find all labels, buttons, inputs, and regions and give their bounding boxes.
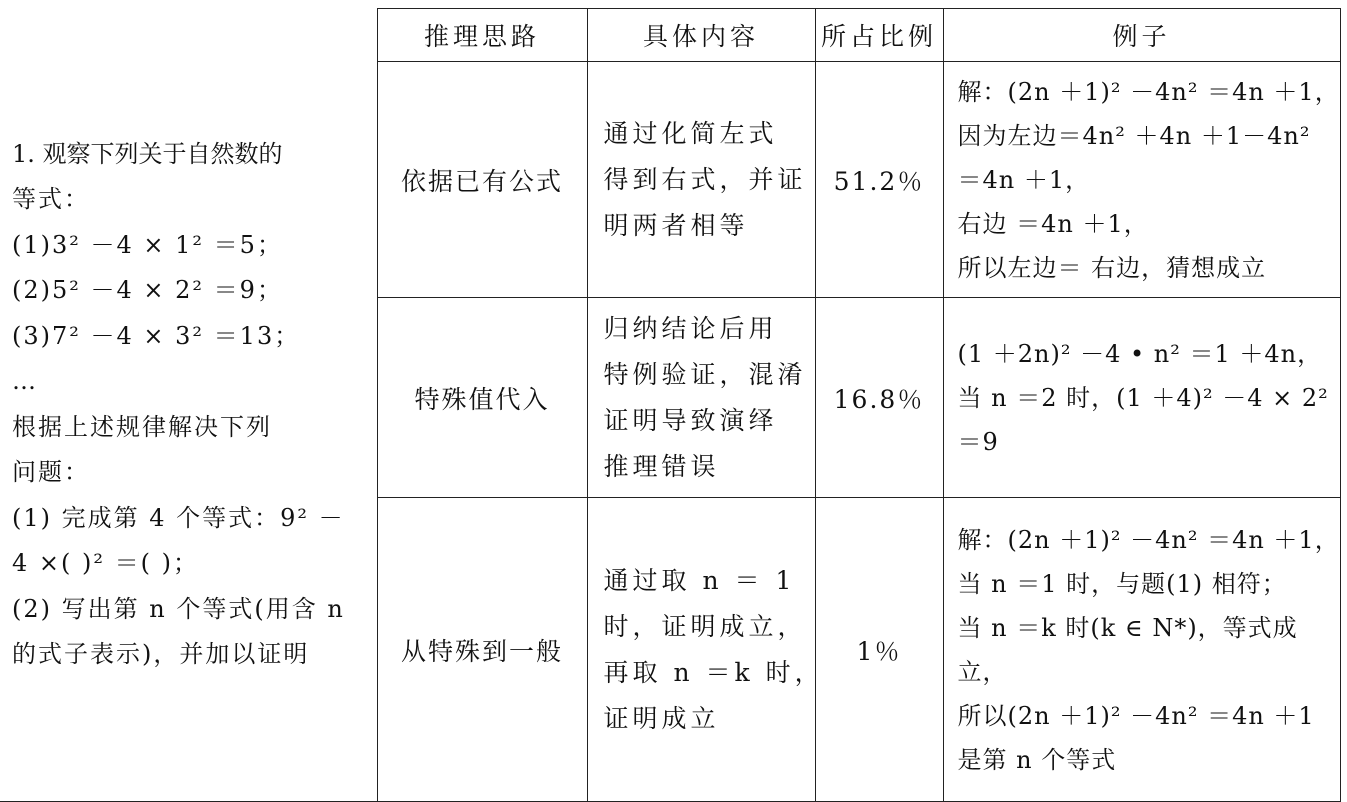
content-line: 再取 n ＝k 时， — [603, 657, 824, 687]
content-line: 归纳结论后用 — [603, 313, 778, 343]
example-cell — [943, 498, 1340, 802]
example-cell — [943, 62, 1340, 298]
content-line: 通过化简左式 — [603, 118, 778, 148]
question-line: (2)5² －4 × 2² ＝9； — [12, 276, 283, 305]
question-line: (1) 完成第 4 个等式：9² － — [12, 503, 345, 532]
approach-cell: 依据已有公式 — [377, 62, 587, 298]
header-row — [0, 9, 1340, 62]
example-line: 因为左边＝4n² ＋4n ＋1－4n² — [957, 121, 1311, 150]
example-line: 解：(2n ＋1)² －4n² ＝4n ＋1， — [957, 77, 1340, 106]
question-line: … — [12, 367, 38, 396]
content-cell — [587, 298, 815, 498]
question-cell — [0, 9, 377, 802]
example-line: 当 n ＝1 时，与题(1) 相符； — [957, 569, 1287, 598]
approach-cell: 从特殊到一般 — [377, 498, 587, 802]
content-cell — [587, 62, 815, 298]
example-line: 解：(2n ＋1)² －4n² ＝4n ＋1， — [957, 525, 1340, 554]
question-line: 1. 观察下列关于自然数的 — [12, 139, 283, 168]
reasoning-analysis-table — [0, 8, 1341, 802]
content-line: 推理错误 — [603, 451, 720, 481]
header-approach: 推理思路 — [377, 9, 587, 62]
example-line: ＝4n ＋1， — [957, 165, 1091, 194]
content-line: 得到右式，并证 — [603, 164, 807, 194]
example-line: 是第 n 个等式 — [957, 745, 1117, 774]
example-line: 当 n ＝k 时(k ∈ N*)，等式成 — [957, 613, 1298, 642]
example-line: (1 ＋2n)² －4 • n² ＝1 ＋4n， — [957, 339, 1323, 368]
header-ratio: 所占比例 — [815, 9, 943, 62]
content-line: 证明导致演绎 — [603, 405, 778, 435]
question-line: 问题： — [12, 458, 90, 487]
header-content: 具体内容 — [587, 9, 815, 62]
content-line: 明两者相等 — [603, 210, 749, 240]
question-line: (1)3² －4 × 1² ＝5； — [12, 230, 283, 259]
question-line: 根据上述规律解决下列 — [12, 412, 272, 441]
content-line: 通过取 n ＝ 1 — [603, 565, 796, 595]
example-line: 当 n ＝2 时，(1 ＋4)² －4 × 2² — [957, 383, 1329, 412]
example-line: 所以左边＝ 右边，猜想成立 — [957, 253, 1267, 282]
question-text — [12, 132, 363, 678]
question-line: 的式子表示)，并加以证明 — [12, 640, 310, 669]
ratio-cell: 1％ — [815, 498, 943, 802]
content-line: 证明成立 — [603, 703, 720, 733]
example-line: 立， — [957, 657, 1008, 686]
example-line: 所以(2n ＋1)² －4n² ＝4n ＋1 — [957, 701, 1315, 730]
ratio-cell: 51.2％ — [815, 62, 943, 298]
header-example: 例子 — [943, 9, 1340, 62]
content-line: 特例验证，混淆 — [603, 359, 807, 389]
question-line: (3)7² －4 × 3² ＝13； — [12, 321, 301, 350]
approach-cell: 特殊值代入 — [377, 298, 587, 498]
question-line: (2) 写出第 n 个等式(用含 n — [12, 594, 345, 623]
question-line: 等式： — [12, 185, 90, 214]
content-line: 时，证明成立， — [603, 611, 807, 641]
ratio-cell: 16.8％ — [815, 298, 943, 498]
example-line: 右边 ＝4n ＋1， — [957, 209, 1149, 238]
question-line: 4 ×( )² ＝( )； — [12, 549, 199, 578]
example-cell — [943, 298, 1340, 498]
example-line: ＝9 — [957, 427, 999, 456]
content-cell — [587, 498, 824, 802]
